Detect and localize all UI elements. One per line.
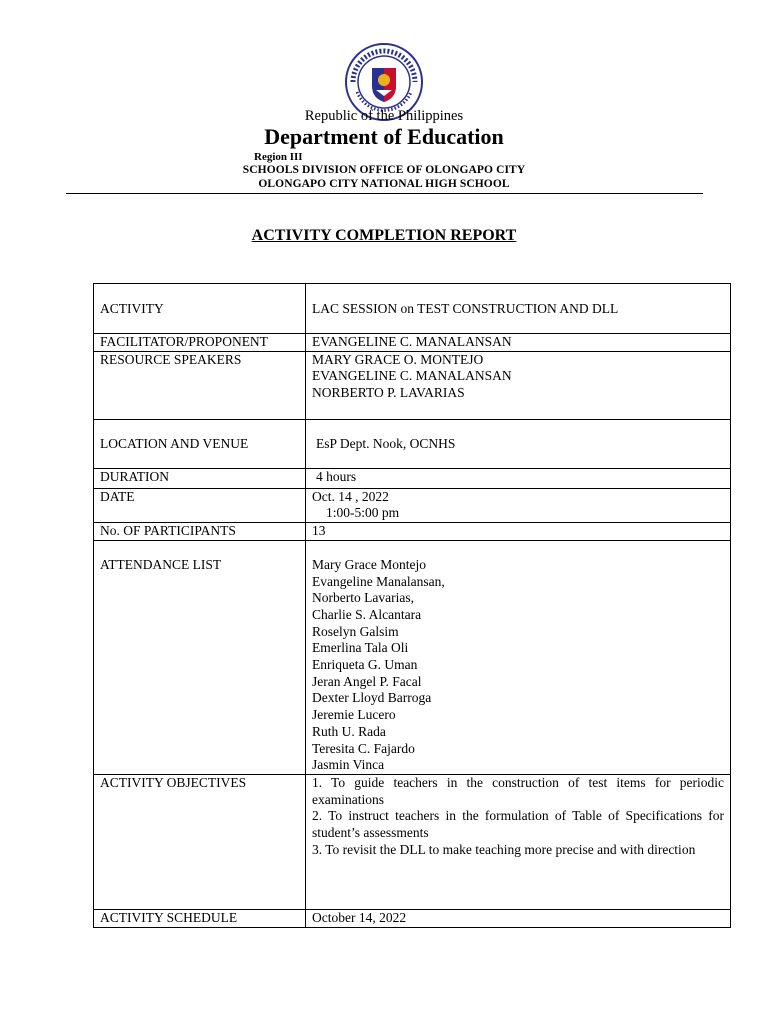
division-heading: SCHOOLS DIVISION OFFICE OF OLONGAPO CITY xyxy=(242,164,526,176)
speaker-name: EVANGELINE C. MANALANSAN xyxy=(312,368,512,384)
table-row xyxy=(94,523,731,541)
attendee-name: Mary Grace Montejo xyxy=(312,556,426,572)
duration-label: DURATION xyxy=(94,468,306,488)
report-title: ACTIVITY COMPLETION REPORT xyxy=(251,227,517,244)
attendee-name: Jeran Angel P. Facal xyxy=(312,673,422,689)
table-row xyxy=(94,351,731,419)
table-row xyxy=(94,334,731,352)
school-heading: OLONGAPO CITY NATIONAL HIGH SCHOOL xyxy=(258,178,510,190)
date-label: DATE xyxy=(94,488,306,522)
activity-label: ACTIVITY xyxy=(94,284,306,334)
participants-value: 13 xyxy=(306,523,731,541)
table-row xyxy=(94,909,731,927)
table-row xyxy=(94,419,731,468)
objectives-list xyxy=(306,774,731,909)
attendee-name: Roselyn Galsim xyxy=(312,623,399,639)
table-row xyxy=(94,468,731,488)
attendee-name: Jasmin Vinca xyxy=(312,757,385,773)
speaker-name: NORBERTO P. LAVARIAS xyxy=(312,385,465,401)
attendee-name: Ruth U. Rada xyxy=(312,723,386,739)
attendee-name: Emerlina Tala Oli xyxy=(312,640,409,656)
facilitator-label: FACILITATOR/PROPONENT xyxy=(94,334,306,352)
attendee-name: Enriqueta G. Uman xyxy=(312,657,418,673)
attendee-name: Charlie S. Alcantara xyxy=(312,606,422,622)
attendance-label: ATTENDANCE LIST xyxy=(94,540,306,774)
attendance-list xyxy=(306,540,731,774)
location-value: EsP Dept. Nook, OCNHS xyxy=(306,419,731,468)
attendee-name: Teresita C. Fajardo xyxy=(312,740,415,756)
table-row xyxy=(94,774,731,909)
attendee-name: Norberto Lavarias, xyxy=(312,590,414,606)
speaker-name: MARY GRACE O. MONTEJO xyxy=(312,351,484,367)
republic-heading: Republic of the Philippines xyxy=(304,108,464,124)
report-table xyxy=(93,283,731,928)
table-row xyxy=(94,488,731,522)
department-heading: Department of Education xyxy=(264,124,504,149)
date-value xyxy=(306,488,731,522)
date-text: Oct. 14 , 2022 xyxy=(312,488,389,504)
speakers-label: RESOURCE SPEAKERS xyxy=(94,351,306,419)
region-heading: Region III xyxy=(254,151,303,163)
table-row xyxy=(94,540,731,774)
facilitator-value: EVANGELINE C. MANALANSAN xyxy=(306,334,731,352)
attendee-name: Jeremie Lucero xyxy=(312,707,396,723)
speakers-value xyxy=(306,351,731,419)
schedule-value: October 14, 2022 xyxy=(306,909,731,927)
attendee-name: Dexter Lloyd Barroga xyxy=(312,690,432,706)
table-row xyxy=(94,284,731,334)
objective-item: 1. To guide teachers in the construction of test items for periodic examinations xyxy=(312,774,724,807)
duration-value: 4 hours xyxy=(306,468,731,488)
schedule-label: ACTIVITY SCHEDULE xyxy=(94,909,306,927)
objectives-label: ACTIVITY OBJECTIVES xyxy=(94,774,306,909)
activity-value: LAC SESSION on TEST CONSTRUCTION AND DLL xyxy=(306,284,731,334)
header-divider xyxy=(66,193,703,194)
time-text: 1:00-5:00 pm xyxy=(326,505,400,521)
location-label: LOCATION AND VENUE xyxy=(94,419,306,468)
participants-label: No. OF PARTICIPANTS xyxy=(94,523,306,541)
attendee-name: Evangeline Manalansan, xyxy=(312,573,445,589)
objective-item: 2. To instruct teachers in the formulation of Table of Specifications for student’s assessments xyxy=(312,808,724,841)
objective-item: 3. To revisit the DLL to make teaching more precise and with direction xyxy=(312,841,696,857)
